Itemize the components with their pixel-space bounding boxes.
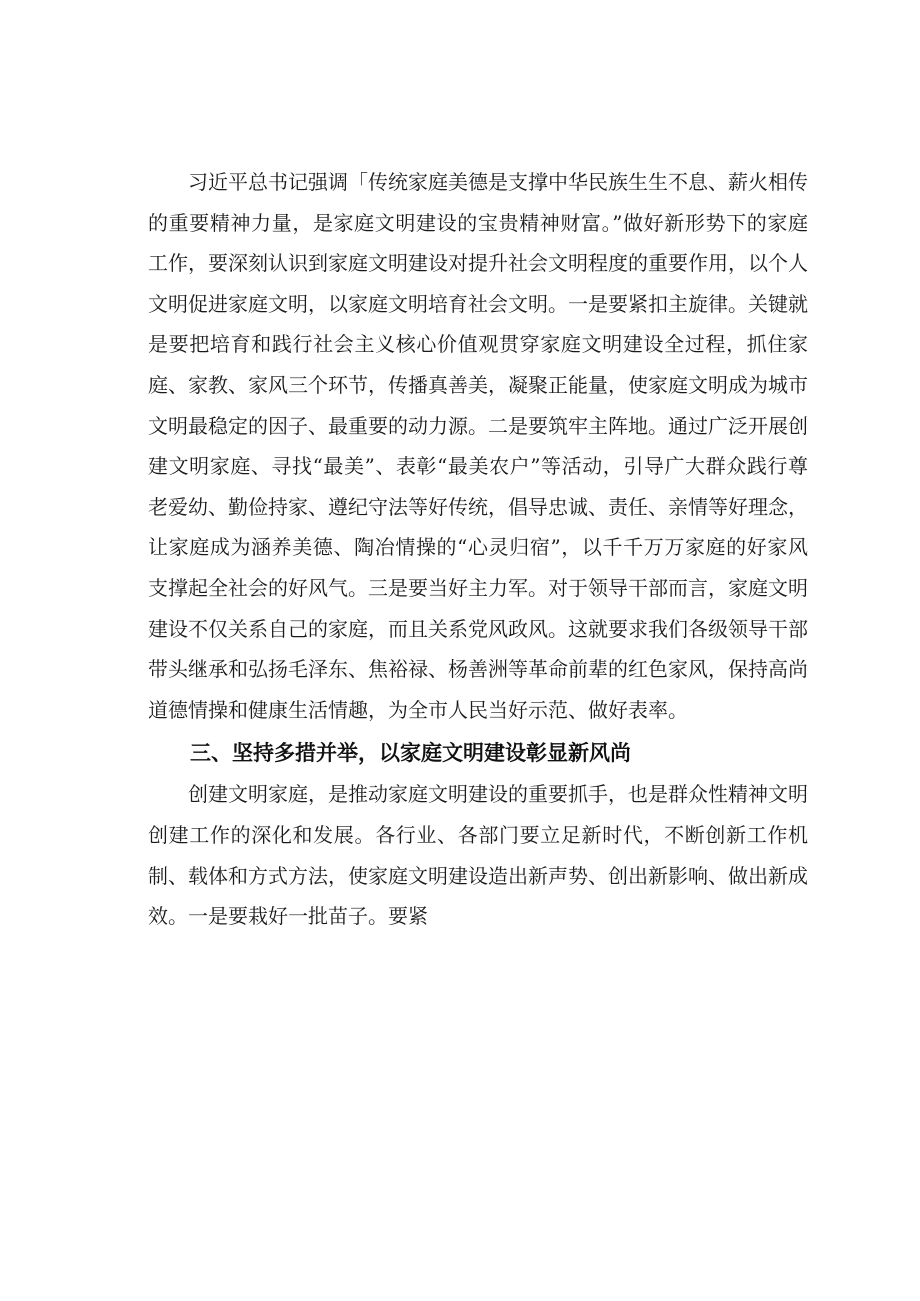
- body-paragraph-2: 创建文明家庭，是推动家庭文明建设的重要抓手，也是群众性精神文明创建工作的深化和发展。各行业、各部门要立足新时代，不断创新工作机制、载体和方式方法，使家庭文明建设造出新声势、创出新影响、做出新成效。一是要栽好一批苗子。要紧: [148, 782, 808, 929]
- document-body: [148, 162, 808, 937]
- section-heading: 三、坚持多措并举，以家庭文明建设彰显新风尚: [190, 741, 631, 766]
- body-paragraph-1: 习近平总书记强调「传统家庭美德是支撑中华民族生生不息、薪火相传的重要精神力量，是家庭文明建设的宝贵精神财富。”做好新形势下的家庭工作，要深刻认识到家庭文明建设对提升社会文明程度的重要作用，以个人文明促进家庭文明，以家庭文明培育社会文明。一是要紧扣主旋律。关键就是要把培育和践行社会主义核心价值观贯穿家庭文明建设全过程，抓住家庭、家教、家风三个环节，传播真善美，凝聚正能量，使家庭文明成为城市文明最稳定的因子、最重要的动力源。二是要筑牢主阵地。通过广泛开展创建文明家庭、寻找“最美”、表彰“最美农户”等活动，引导广大群众践行尊老爱幼、勤俭持家、遵纪守法等好传统，倡导忠诚、责任、亲情等好理念，让家庭成为涵养美德、陶冶情操的“心灵归宿”，以千千万万家庭的好家风支撑起全社会的好风气。三是要当好主力军。对于领导干部而言，家庭文明建设不仅关系自己的家庭，而且关系党风政风。这就要求我们各级领导干部带头继承和弘扬毛泽东、焦裕禄、杨善洲等革命前辈的红色家风，保持高尚道德情操和健康生活情趣，为全市人民当好示范、做好表率。: [148, 170, 808, 722]
